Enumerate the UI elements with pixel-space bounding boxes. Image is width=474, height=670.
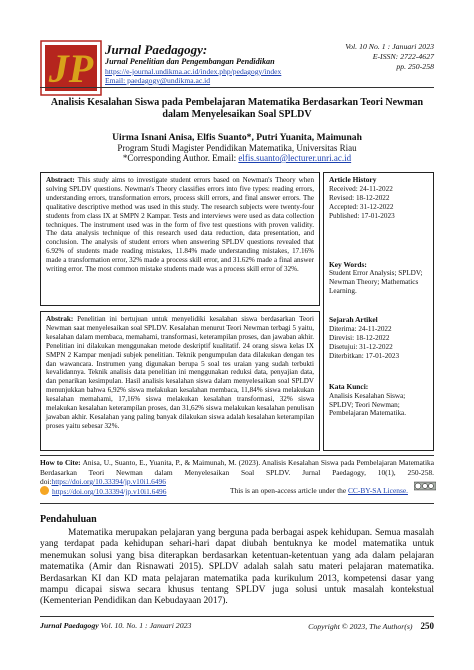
abstrak-text: Penelitian ini bertujuan untuk menyelidiki kesalahan siswa berdasarkan Teori Newman saat menyelesaikan soal SPLDV. Kesalahan menurut Teori Newman terbagi 5 yaitu, kesalahan dalam membaca, memahami, transformasi, keterampilan proses, dan jawaban akhir. Penelitian ini dilakukan menggunakan metode deskriptif kualitatif. 24 orang siswa kelas IX SMPN 2 Kampar menjadi subjek penelitian. Teknik pengumpulan data dilakukan dengan tes dan wawancara. Instrumen yang digunakan berupa 5 soal tes uraian yang sudah terbukti kevalidannya. Teknik analisis data penelitian ini menggunakan reduksi data, penyajian data, dan penarikan kesimpulan. Hasil analisis kesalahan siswa dalam menyelesaikan soal SPLDV menunjukkan bahwa 6,92% siswa melakukan kesalahan membaca, 11,84% siswa melakukan kesalahan memahami, 17,16% siswa melakukan kesalahan transformasi, 32% siswa melakukan kesalahan keterampilan proses, dan 31,62% siswa melakukan kesalahan penulisan jawaban akhir. Kesalahan yang paling banyak dilakukan siswa adalah kesalahan keterampilan proses yaitu sebesar 32%. [46,315,314,430]
footer-journal [40,621,191,630]
history-title: Article History [329,175,377,184]
article-sidebar [323,172,434,451]
journal-url-link[interactable]: https://e-journal.undikma.ac.id/index.php/pedagogy/index [105,67,282,76]
abstract-label: Abstract: [46,176,78,184]
footer-divider [40,616,434,617]
corresponding-prefix: *Corresponding Author. Email: [122,153,239,163]
page-number: 250 [420,621,434,631]
section-heading: Pendahuluan [40,514,97,525]
volume-label: Vol. 10 No. 1 : Januari 2023 [345,42,434,51]
sejarah-item: Diterbitkan: 17-01-2023 [329,351,400,360]
abstract-indonesian [40,311,320,451]
header-divider [40,87,434,88]
journal-email-link[interactable]: Email: paedagogy@undikma.ac.id [105,76,211,85]
corresponding-email-link[interactable]: elfis.suanto@lecturer.unri.ac.id [238,153,352,163]
abstrak-label: Abstrak: [46,315,78,323]
corresponding-author [40,153,434,163]
footer-copyright [308,621,434,631]
sejarah-title: Sejarah Artikel [329,315,378,325]
history-item: Accepted: 31-12-2022 [329,202,394,211]
cite-label: How to Cite: [40,458,83,467]
journal-title: Jurnal Paedagogy: [105,42,208,57]
eissn-label: E-ISSN: 2722-4627 [372,52,434,61]
body-divider [40,503,434,504]
volume-info [345,42,434,72]
keywords-text: Student Error Analysis; SPLDV; Newman Theory; Mathematics Learning. [329,269,423,296]
doi-link[interactable]: https://doi.org/10.33394/jp.v10i1.6496 [52,487,167,496]
abstract-text: This study aims to investigate student errors based on Newman's Theory when solving SPLDV questions. Newman's Theory classifies errors into five types: reading errors, understanding errors, transformation errors, process skill errors, and final answer errors. The qualitative descriptive method was used in this study. The research subjects were twenty-four students from class IX at SMPN 2 Kampar. Tests and interviews were used as data collection techniques. The instrument used was in the form of five test questions with proven validity. The data analysis technique of this research used data reduction, data presentation, and conclusion. The analysis of student errors when answering SPLDV questions revealed that 6.92% of students made reading mistakes, 11.84% made understanding mistakes, 17.16% made a transformation error, 32% made a process skill error, and 31.62% made a final answer writing error. The most common mistake students made was a process skill error of 32%. [46,176,314,274]
cc-by-sa-icon[interactable] [414,480,436,492]
svg-text:JP: JP [48,46,94,91]
history-item: Revised: 18-12-2022 [329,193,390,202]
article-title: Analisis Kesalahan Siswa pada Pembelajaran Matematika Berdasarkan Teori Newman dalam Menyelesaikan Soal SPLDV [50,97,424,120]
history-item: Received: 24-11-2022 [329,184,393,193]
how-to-cite [40,458,434,487]
sejarah-item: Disetujui: 31-12-2022 [329,342,393,351]
open-access-note [230,486,408,495]
oa-text: This is an open-access article under the [230,486,348,495]
pages-label: pp. 250-258 [396,62,434,71]
copyright-text: Copyright © 2023, The Author(s) [308,622,413,631]
journal-subtitle: Jurnal Penelitian dan Pengembangan Pendidikan [105,57,275,66]
footer-journal-name: Jurnal Paedagogy [40,621,99,630]
license-link[interactable]: CC-BY-SA License. [348,486,408,495]
cite-divider [40,455,434,456]
affiliation: Program Studi Magister Pendidikan Matematika, Universitas Riau [117,143,357,153]
kunci-title: Kata Kunci: [329,381,369,391]
kunci-text: Analisis Kesalahan Siswa; SPLDV; Teori Newman; Pembelajaran Matematika. [329,391,407,418]
sejarah-item: Diterima: 24-11-2022 [329,325,392,334]
cite-text: Anisa, U., Suanto, E., Yuanita, P., & Maimunah, M. (2023). Analisis Kesalahan Siswa pada Pembelajaran Matematika Berdasarkan Teori Newman dalam Menyelesaikan Soal SPLDV. Jurnal Paedagogy, 10(1), 250-258. doi: [40,458,434,486]
history-item: Published: 17-01-2023 [329,211,395,220]
authors: Uirma Isnani Anisa, Elfis Suanto*, Putri Yuanita, Maimunah [112,132,362,143]
keywords-title: Key Words: [329,259,367,269]
cite-doi-inline-link[interactable]: https://doi.org/10.33394/jp.v10i1.6496 [51,477,166,486]
doi-row [40,486,166,496]
abstract-english [40,172,320,306]
doi-icon [40,486,49,495]
body-paragraph: Matematika merupakan pelajaran yang berguna pada berbagai aspek kehidupan. Semua masalah yang terdapat pada kehidupan sehari-hari dapat diubah bentuknya ke model matematika untuk menemukan solusi yang bisa diterapkan berdasarkan ketentuan-ketentuan yang ada dalam pelajaran matematika (Amir dan Risnawati 2015). SPLDV adalah salah satu materi pelajaran matematika. Berdasarkan KI dan KD mata pelajaran matematika pada kurikulum 2013, kompetensi dasar yang mampu dicapai siswa secara khusus tentang SPLDV juga solusi untuk masalah kontekstual (Kementerian Pendidikan dan Kebudayaan 2017). [40,528,434,607]
footer-volume: Vol. 10. No. 1 : Januari 2023 [98,621,192,630]
sejarah-item: Direvisi: 18-12-2022 [329,333,390,342]
